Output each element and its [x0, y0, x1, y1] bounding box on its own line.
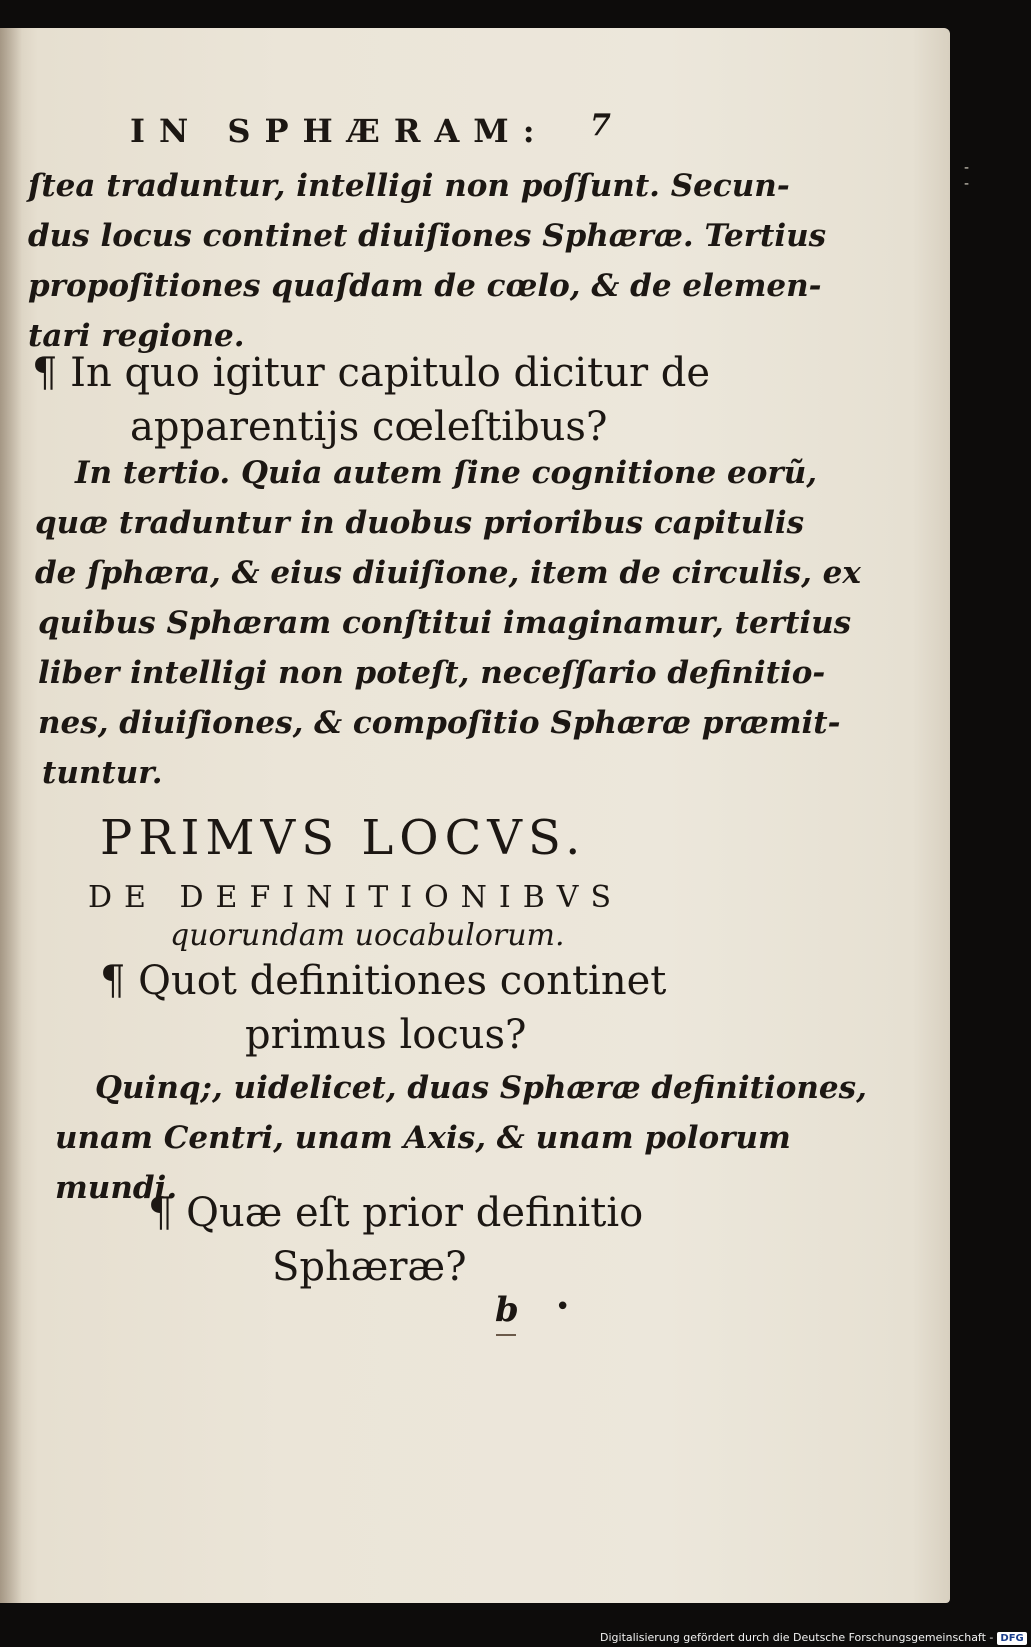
text-line: dus locus continet diuiſiones Sphæræ. Tertius: [28, 218, 827, 254]
text-line: nes, diuiſiones, & compoſitio Sphæræ præmit-: [38, 705, 841, 741]
signature-underline: [496, 1334, 516, 1336]
text-line: Quinq;, uidelicet, duas Sphæræ definitiones,: [95, 1070, 867, 1106]
section-title: PRIMVS LOCVS.: [100, 810, 587, 866]
page-number: 7: [590, 108, 611, 143]
question-line: ¶ Quæ eſt prior definitio: [148, 1190, 644, 1236]
text-line: In tertio. Quia autem ſine cognitione eorũ,: [75, 455, 818, 491]
page-edge-marks: - -: [964, 160, 976, 192]
question-line: ¶ Quot definitiones continet: [100, 958, 667, 1004]
section-subtitle-italic: quorundam uocabulorum.: [170, 918, 565, 953]
question-line: Sphæræ?: [272, 1244, 467, 1290]
text-line: tari regione.: [28, 318, 245, 354]
text-line: ſtea traduntur, intelligi non poſſunt. Secun-: [28, 168, 790, 204]
digitization-credit: [600, 1628, 1024, 1647]
question-line: ¶ In quo igitur capitulo dicitur de: [32, 350, 711, 396]
text-line: quibus Sphæram conſtitui imaginamur, tertius: [38, 605, 852, 641]
text-line: propoſitiones quaſdam de cœlo, & de elemen-: [28, 268, 822, 304]
text-line: tuntur.: [42, 755, 163, 791]
text-line: unam Centri, unam Axis, & unam polorum: [55, 1120, 791, 1156]
dfg-logo: DFG: [997, 1632, 1026, 1645]
gutter-shadow: [0, 28, 22, 1603]
text-line: quæ traduntur in duobus prioribus capitulis: [35, 505, 805, 541]
running-title: IN SPHÆRAM:: [130, 112, 549, 150]
signature-mark: b: [495, 1290, 519, 1330]
credit-text: Digitalisierung gefördert durch die Deutsche Forschungsgemeinschaft -: [600, 1631, 994, 1644]
text-line: liber intelligi non poteſt, neceſſario definitio-: [38, 655, 826, 691]
section-subtitle: DE DEFINITIONIBVS: [88, 880, 624, 915]
question-line: apparentijs cœleſtibus?: [130, 404, 608, 450]
question-line: primus locus?: [245, 1012, 527, 1058]
signature-dot: •: [555, 1292, 571, 1322]
text-line: de ſphæra, & eius diuiſione, item de circulis, ex: [35, 555, 861, 591]
text-line: mundi.: [55, 1170, 178, 1206]
